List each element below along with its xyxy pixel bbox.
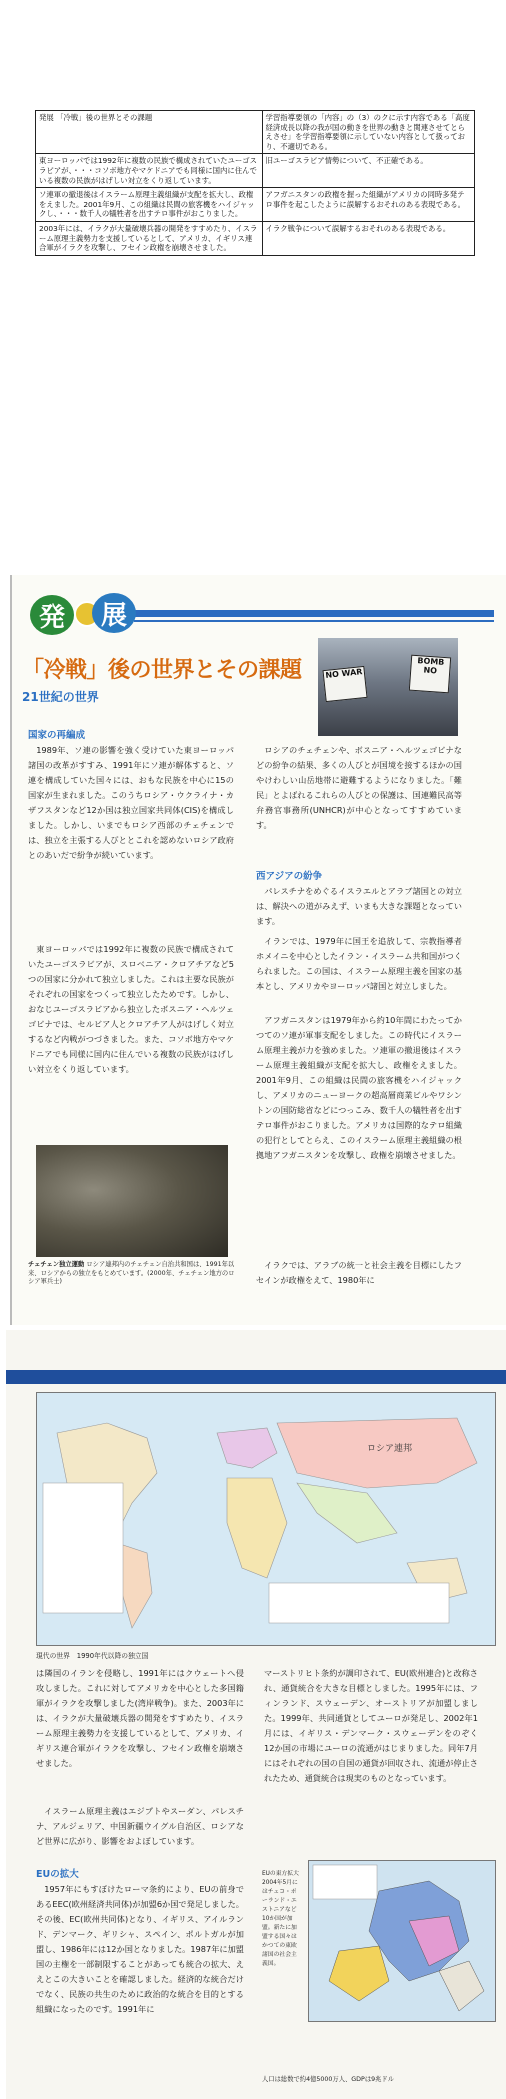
table-row: [36, 188, 475, 222]
body-paragraph: マーストリヒト条約が調印されて、EU(欧州連合)と改称され、通貨統合を大きな目標としました。1995年には、フィンランド、スウェーデン、オーストリアが加盟しました。1999年、共同通貨としてユーロが発足し、2002年1月には、イギリス・デンマーク・スウェーデンをのぞく12か国の市場にユーロの流通がはじまりました。同年7月にはそれぞれの国の自国の通貨が回収され、流通が停止されたため、通貨統合は現実のものとなっています。: [264, 1668, 478, 1783]
evaluation-table: [35, 110, 475, 256]
body-paragraph: アフガニスタンは1979年から約10年間にわたってかつてのソ連が軍事支配をしました。この時代にイスラーム原理主義が力を強めました。ソ連軍の撤退後はイスラーム原理主義組織が支配を拡大し、政権をえました。2001年9月、この組織は民間の旅客機をハイジャックし、アメリカのニューヨークの超高層商業ビルやワシントンの国防総省などにつっこみ、数千人の犠牲者を出すテロ事件がおこりました。アメリカは国際的なテロ組織の犯行としてとらえ、このイスラーム原理主義組織の根拠地アフガニスタンを攻撃し、政権を崩壊させました。: [256, 1015, 462, 1160]
photo-caption: [28, 1261, 236, 1287]
table-cell: アフガニスタンの政権を握った組織がアメリカの同時多発テロ事件を起こしたように誤解するおそれのある表現である。: [262, 188, 475, 222]
chechnya-photo: [36, 1145, 228, 1257]
page-1: [0, 0, 506, 570]
map-label: ロシア連邦: [367, 1444, 413, 1454]
body-paragraph: イラクでは、アラブの統一と社会主義を目標にしたフセインが政権をえて、1980年に: [256, 1260, 462, 1285]
table-row: [36, 111, 475, 154]
body-paragraph: イランでは、1979年に国王を追放して、宗教指導者ホメイニを中心としたイラン・イスラーム共和国がつくられました。この国は、イスラーム原理主義を国家の基本とし、アメリカやヨーロッパ諸国と対立しました。: [256, 936, 462, 991]
table-cell: 2003年には、イラクが大量破壊兵器の開発をすすめたり、イスラーム原理主義勢力を支援しているとして、アメリカ、イギリス連合軍がイラクを攻撃し、フセイン政権を崩壊させました。: [36, 221, 263, 255]
page-3: [0, 1330, 506, 2099]
protest-photo: [318, 638, 458, 736]
page-2: [0, 575, 506, 1325]
table-row: [36, 154, 475, 188]
body-paragraph: 1957年にもすぼけたローマ条約により、EUの前身であるEEC(欧州経済共同体)が加盟6か国で発足しました。その後、EC(欧州共同体)となり、イギリス、アイルランド、デンマーク、ギリシャ、スペイン、ポルトガルが加盟し、1986年には12か国となりました。1987年に加盟国の主権を一部制限することがあっても統合の拡大、ええとこの大きいことを確認しました。経済的な統合だけでなく、民族の共生のために政治的な統合を目的とする組織になったのです。1991年に: [36, 1884, 244, 2014]
photo-caption-title: チェチェン独立運動: [28, 1261, 85, 1268]
badge-char: 展: [92, 593, 136, 633]
body-paragraph: は隣国のイランを侵略し、1991年にはクウェートへ侵攻しました。これに対してアメリカを中心とした多国籍軍がイラクを攻撃しました(湾岸戦争)。また、2003年には、イラクが大量破壊兵器の開発をすすめたり、イスラーム原理主義勢力を支援しているとして、アメリカ、イギリス連合軍がイラクを攻撃し、フセイン政権を崩壊させました。: [36, 1668, 244, 1768]
body-paragraph: 東ヨーロッパでは1992年に複数の民族で構成されていたユーゴスラビアが、スロベニア・クロアチアなど5つの国家に分かれて独立しました。これは主要な民族がそれぞれの国家をつくって独立したためです。しかし、おなじユーゴスラビアから独立したボスニア・ヘルツェゴビナでは、セルビア人とクロアチア人がはげしく対立するなど内戦がつづきました。また、コソボ地方やマケドニアでも同様に国内に住んでいる複数の民族がはげしい対立をくり返しています。: [28, 944, 234, 1074]
body-paragraph: 1989年、ソ連の影響を強く受けていた東ヨーロッパ諸国の改革がすすみ、1991年にソ連が解体すると、ソ連を構成していた国々には、おもな民族を中心に15の国家が生まれました。このうちロシア・ウクライナ・カザフスタンなど12か国は独立国家共同体(CIS)を構成しました。しかし、いまでもロシア西部のチェチェンでは、独立を主張する人びととこれを認めないロシア政府とのあいだで紛争が続いています。: [28, 745, 234, 860]
map-caption: 現代の世界 1990年代以降の独立国: [36, 1652, 149, 1660]
section-banner: [14, 585, 496, 631]
section-heading: EUの拡大: [36, 1869, 79, 1880]
eu-map: [308, 1860, 496, 2022]
world-map-svg: [37, 1393, 495, 1645]
table-cell: 学習指導要領の「内容」の（3）のクに示す内容である「高度経済成長以降の我が国の動きを世界の動きと関連させてとらえさせ」を学習指導要領に示していない内容として扱っており、不適切である。: [262, 111, 475, 154]
banner-bar: [134, 610, 494, 617]
world-map: [36, 1392, 496, 1646]
table-row: [36, 221, 475, 255]
page-title: 「冷戦」後の世界とその課題: [22, 658, 302, 683]
header-bar: [6, 1370, 506, 1384]
table-cell: イラク戦争について誤解するおそれのある表現である。: [262, 221, 475, 255]
body-paragraph: ロシアのチェチェンや、ボスニア・ヘルツェゴビナなどの紛争の結果、多くの人びとが国境を接するほかの国やけわしい山岳地帯に避難するようになりました。「難民」とよばれるこれらの人びとの保護は、国連難民高等弁務官事務所(UNHCR)が中心となってすすめています。: [256, 745, 462, 830]
body-paragraph: イスラーム原理主義はエジプトやスーダン、パレスチナ、アルジェリア、中国新疆ウイグル自治区、ロシアなど世界に広がり、影響をおよぼしています。: [36, 1806, 244, 1846]
eu-map-svg: [309, 1861, 495, 2021]
table-cell: 発展 「冷戦」後の世界とその課題: [36, 111, 263, 154]
body-paragraph: パレスチナをめぐるイスラエルとアラブ諸国との対立は、解決への道がみえず、いまも大きな課題となっています。: [256, 886, 462, 926]
section-heading: 国家の再編成: [28, 730, 86, 741]
table-cell: ソ連軍の撤退後はイスラーム原理主義組織が支配を拡大し、政権をえました。2001年9月、この組織は民間の旅客機をハイジャックし、・・・数千人の犠牲者を出すテロ事件がおこりました。: [36, 188, 263, 222]
section-heading: 西アジアの紛争: [256, 871, 323, 882]
eu-caption: EUの東方拡大 2004年5月にはチェコ・ポーランド・エストニアなど10か国が加盟。新たに加盟する国々はかつての東欧諸国の社会主義国。: [262, 1871, 299, 1967]
banner-bar-thin: [134, 620, 494, 622]
table-cell: 東ヨーロッパでは1992年に複数の民族で構成されていたユーゴスラビアが、・・・コソボ地方やマケドニアでも同様に国内に住んでいる複数の民族がはげしい対立をくり返しています。: [36, 154, 263, 188]
photo-caption-text: ロシア連邦内のチェチェン自治共和国は、1991年以来、ロシアからの独立をもとめています。(2000年、チェチェン地方のロシア軍兵士): [28, 1261, 235, 1286]
protest-sign: BOMB NO: [409, 655, 451, 694]
map-footer: 人口は総数で約4億5000万人、GDPは9兆ドル: [262, 2076, 395, 2083]
protest-sign: NO WAR: [322, 666, 367, 702]
page-subtitle: 21世紀の世界: [22, 690, 99, 704]
badge-char: 発: [30, 595, 74, 635]
table-cell: 旧ユーゴスラビア情勢について、不正確である。: [262, 154, 475, 188]
